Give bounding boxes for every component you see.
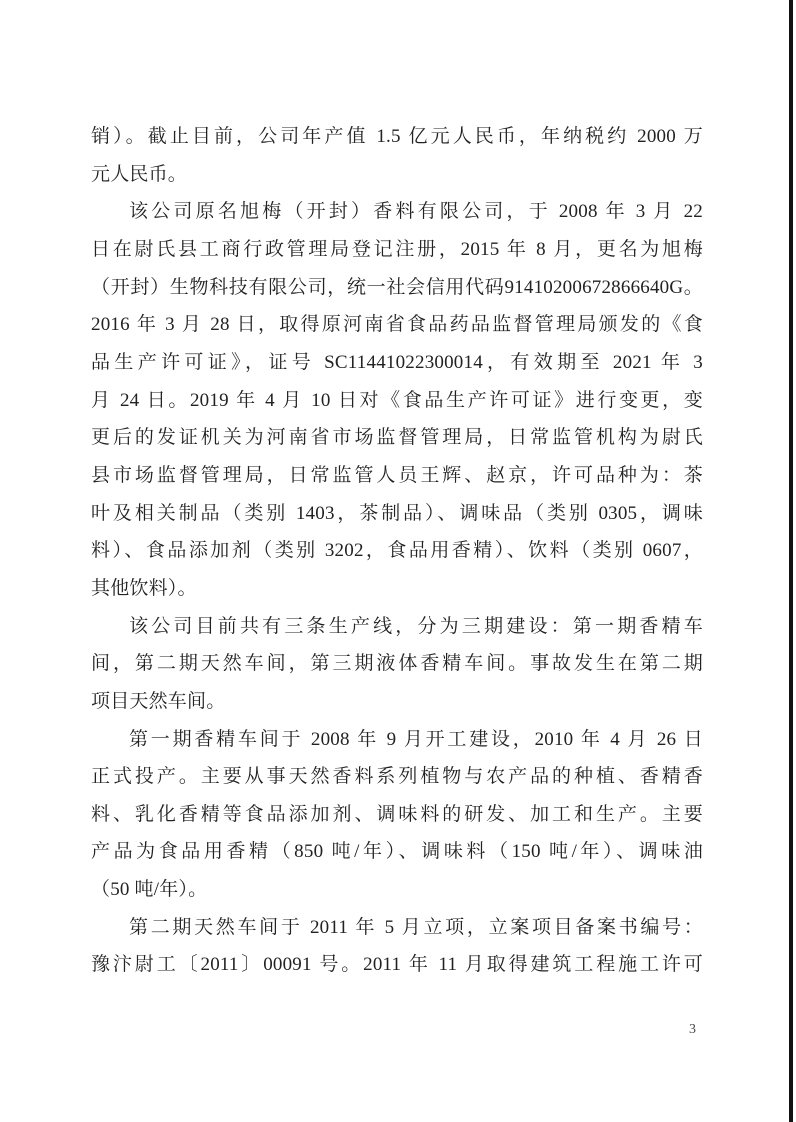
text-line: 更后的发证机关为河南省市场监督管理局，日常监管机构为尉氏 [91, 427, 703, 449]
text-line: 该公司原名旭梅（开封）香料有限公司，于 2008 年 3 月 22 [129, 201, 703, 223]
text-line: 该公司目前共有三条生产线，分为三期建设：第一期香精车 [129, 615, 703, 637]
scan-edge-artifact [789, 0, 793, 1122]
page-number: 3 [689, 1022, 696, 1037]
text-line: 产品为食品用香精（850 吨/年）、调味料（150 吨/年）、调味油 [91, 841, 703, 863]
text-line: 第二期天然车间于 2011 年 5 月立项，立案项目备案书编号： [129, 916, 703, 938]
text-line: 间，第二期天然车间，第三期液体香精车间。事故发生在第二期 [91, 653, 703, 675]
text-line: 豫汴尉工〔2011〕00091 号。2011 年 11 月取得建筑工程施工许可 [91, 954, 703, 976]
text-line: 县市场监督管理局，日常监管人员王辉、赵京，许可品种为：茶 [91, 464, 703, 486]
text-line: 料）、食品添加剂（类别 3202，食品用香精）、饮料（类别 0607， [91, 540, 703, 562]
text-line: 正式投产。主要从事天然香料系列植物与农产品的种植、香精香 [91, 766, 703, 788]
document-body [91, 118, 703, 984]
text-line: 料、乳化香精等食品添加剂、调味料的研发、加工和生产。主要 [91, 803, 703, 825]
text-line: 其他饮料）。 [91, 577, 197, 599]
text-line: 2016 年 3 月 28 日，取得原河南省食品药品监督管理局颁发的《食 [91, 314, 703, 336]
text-line: 第一期香精车间于 2008 年 9 月开工建设，2010 年 4 月 26 日 [129, 728, 703, 750]
text-line: 销）。截止目前，公司年产值 1.5 亿元人民币，年纳税约 2000 万 [91, 126, 703, 147]
text-line: （50 吨/年）。 [91, 879, 208, 901]
text-line: 品生产许可证》，证号 SC11441022300014，有效期至 2021 年 3 [91, 351, 703, 373]
text-line: 月 24 日。2019 年 4 月 10 日对《食品生产许可证》进行变更，变 [91, 389, 703, 411]
text-line: 日在尉氏县工商行政管理局登记注册，2015 年 8 月，更名为旭梅 [91, 238, 703, 260]
text-line: 叶及相关制品（类别 1403，茶制品）、调味品（类别 0305，调味 [91, 502, 703, 524]
text-line: 元人民币。 [91, 163, 188, 185]
text-line: （开封）生物科技有限公司，统一社会信用代码91410200672866640G。 [91, 276, 703, 298]
text-line: 项目天然车间。 [91, 690, 226, 712]
